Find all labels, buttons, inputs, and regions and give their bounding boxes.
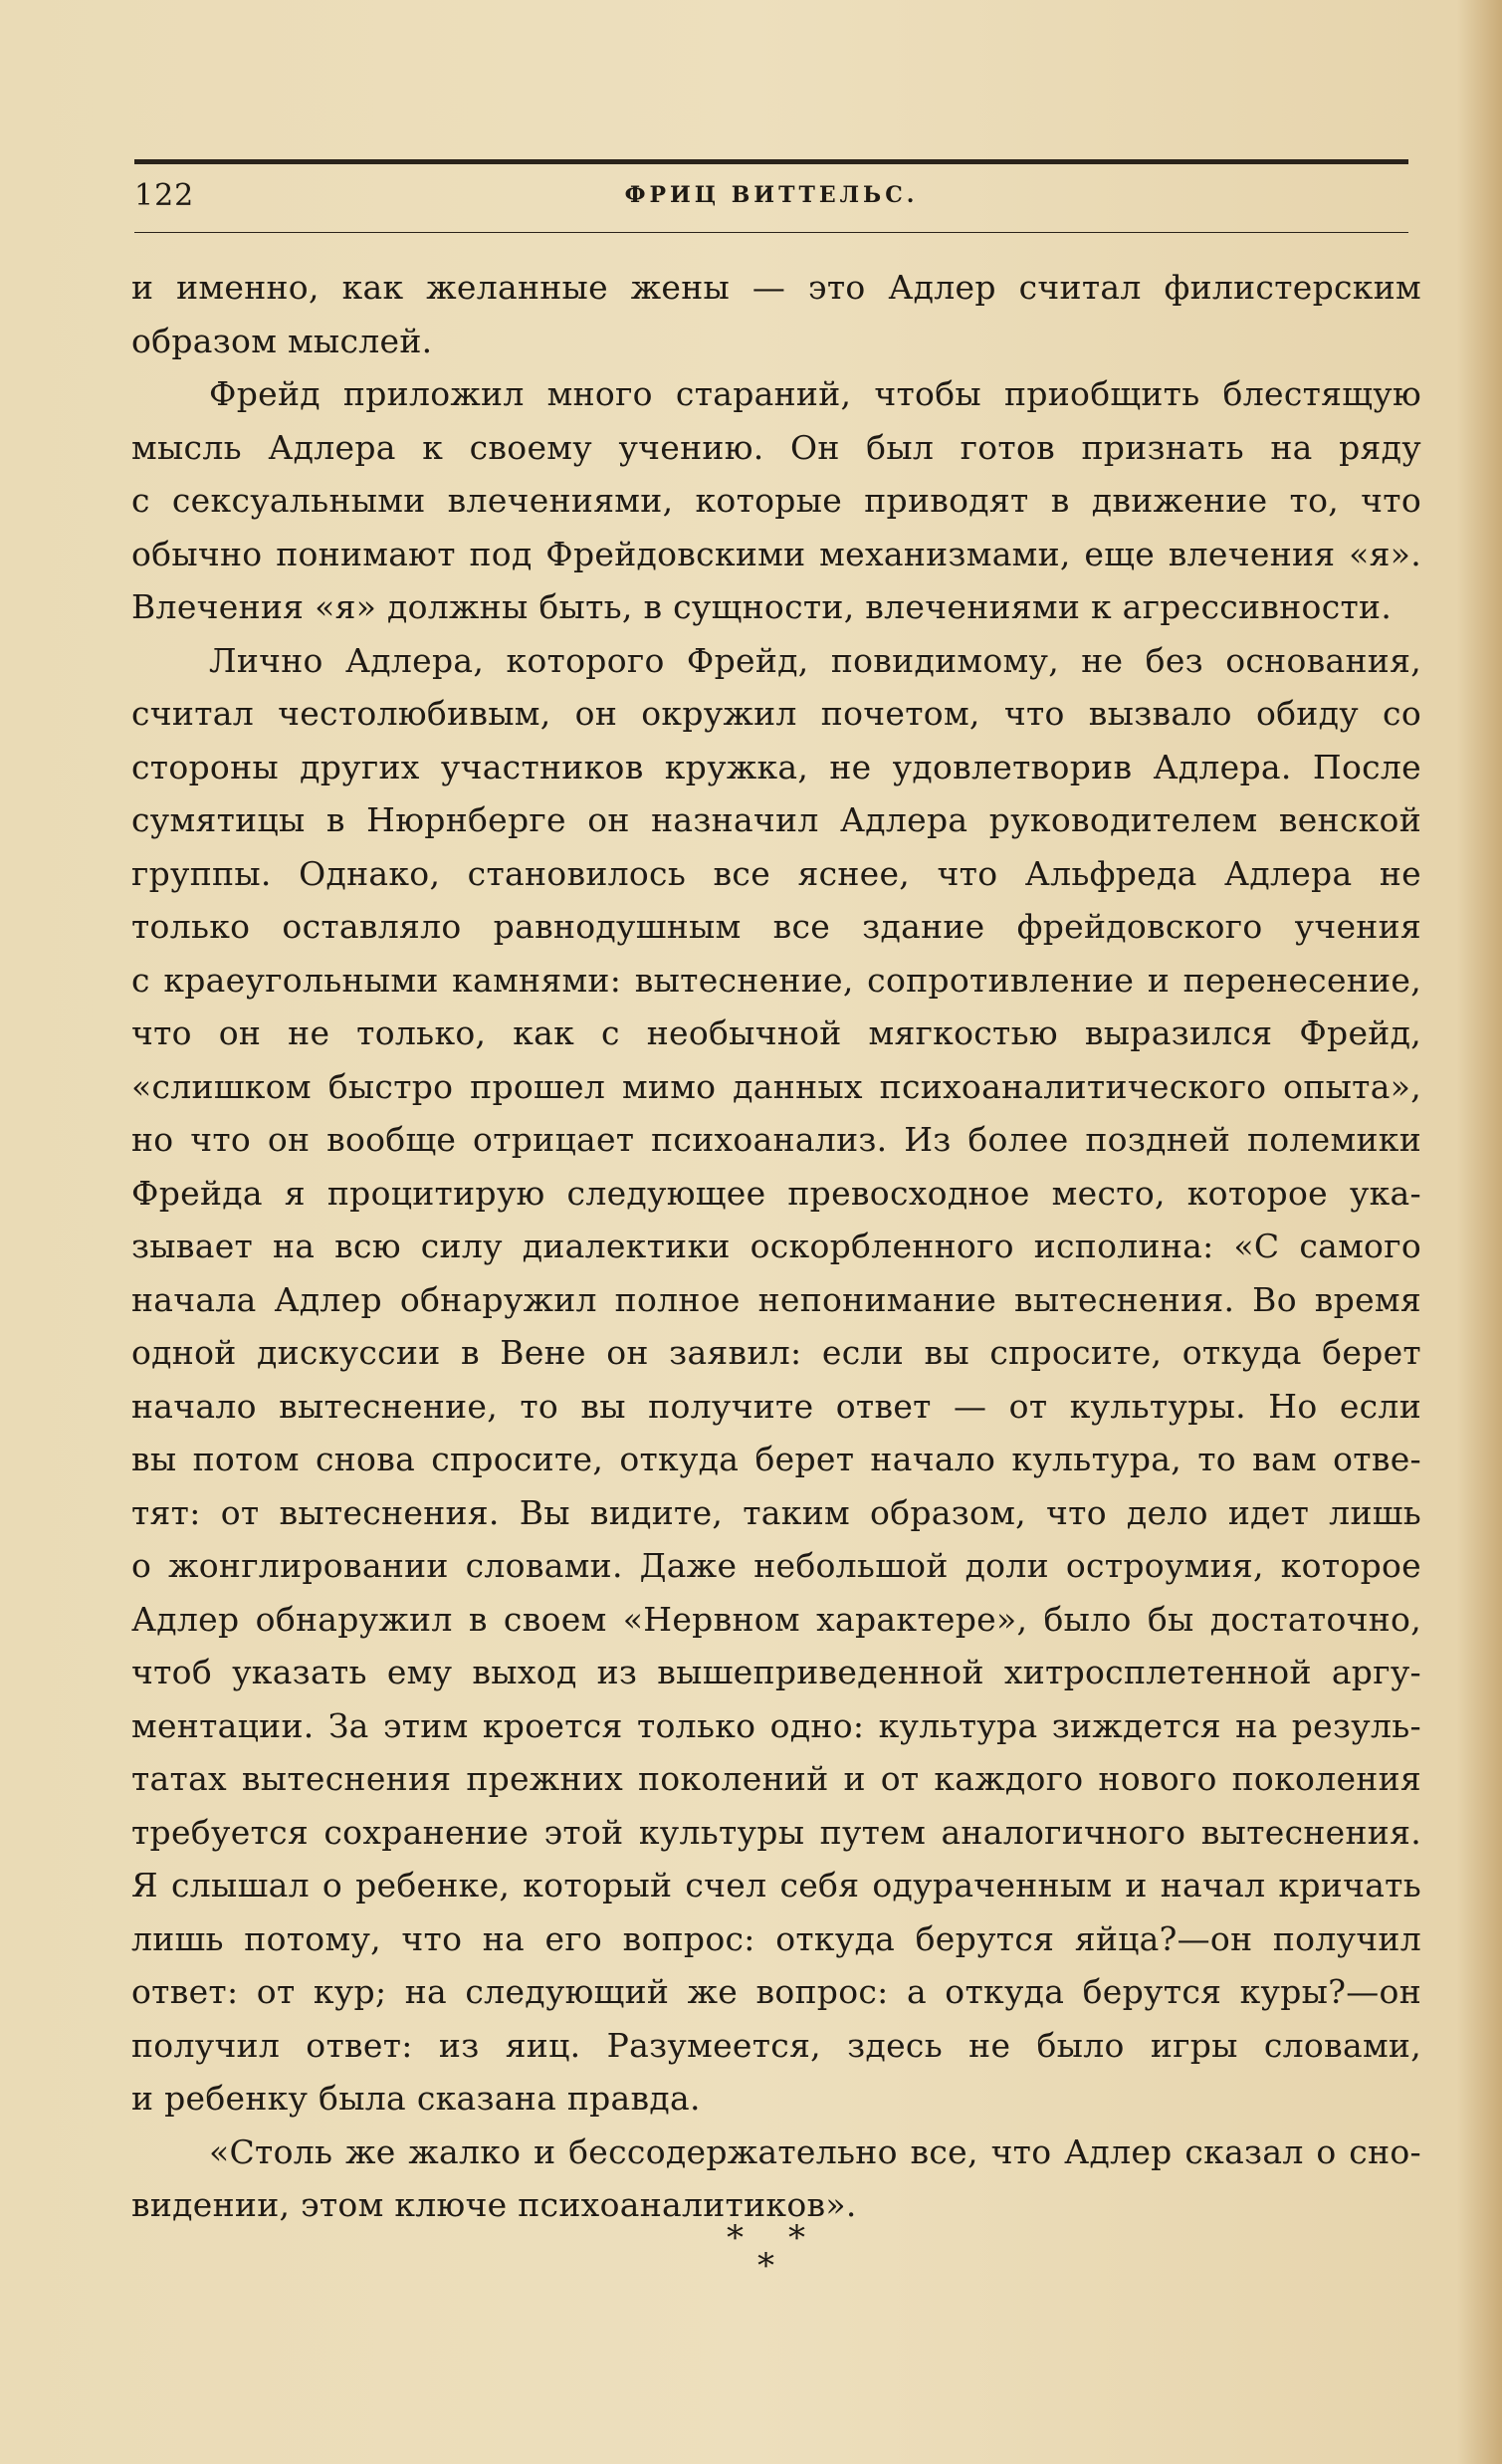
body-text <box>131 261 1421 2232</box>
text-line: о жонглировании словами. Даже небольшой доли остроумия, которое <box>131 1546 1421 1585</box>
text-line: и именно, как желанные жены — это Адлер считал филистерским <box>131 268 1421 307</box>
text-line: Фрейд приложил много стараний, чтобы приобщить блестящую <box>209 374 1421 413</box>
text-line: считал честолюбивым, он окружил почетом, что вызвало обиду со <box>131 694 1421 733</box>
text-line: видении, этом ключе психоаналитиков». <box>131 2185 857 2224</box>
text-line: группы. Однако, становилось все яснее, что Альфреда Адлера не <box>131 853 1421 893</box>
text-line: только оставляло равнодушным все здание фрейдовского учения <box>131 907 1421 946</box>
text-line: зывает на всю силу диалектики оскорбленного исполина: «С самого <box>131 1227 1421 1265</box>
text-line: обычно понимают под Фрейдовскими механизмами, еще влечения «я». <box>131 534 1421 573</box>
text-line: ментации. За этим кроется только одно: культура зиждется на резуль- <box>131 1705 1421 1745</box>
text-line: сумятицы в Нюрнберге он назначил Адлера руководителем венской <box>131 800 1421 839</box>
text-line: но что он вообще отрицает психоанализ. Из более поздней полемики <box>131 1120 1421 1159</box>
text-line: Я слышал о ребенке, который счел себя одураченным и начал кричать <box>131 1866 1421 1904</box>
text-line: «слишком быстро прошел мимо данных психоаналитического опыта», <box>131 1066 1421 1106</box>
section-break-dinkus <box>727 2218 826 2288</box>
text-line: с сексуальными влечениями, которые приводят в движение то, что <box>131 481 1421 520</box>
text-line: одной дискуссии в Вене он заявил: если вы спросите, откуда берет <box>131 1333 1421 1372</box>
text-line: чтоб указать ему выход из вышеприведенной хитросплетенной аргу- <box>131 1653 1421 1691</box>
text-line: и ребенку была сказана правда. <box>131 2079 701 2118</box>
text-line: Лично Адлера, которого Фрейд, повидимому, не без основания, <box>209 640 1421 680</box>
text-line: ответ: от кур; на следующий же вопрос: а откуда берутся куры?—он <box>131 1972 1421 2011</box>
page-header <box>134 159 1408 233</box>
text-line: «Столь же жалко и бессодержательно все, что Адлер сказал о сно- <box>209 2131 1421 2171</box>
text-line: получил ответ: из яиц. Разумеется, здесь не было игры словами, <box>131 2025 1421 2065</box>
text-line: вы потом снова спросите, откуда берет начало культура, то вам отве- <box>131 1440 1421 1478</box>
dinkus-star: * <box>788 2218 805 2258</box>
text-line: Фрейда я процитирую следующее превосходное место, которое ука- <box>131 1173 1421 1213</box>
text-line: начала Адлер обнаружил полное непонимание вытеснения. Во время <box>131 1279 1421 1319</box>
page-number: 122 <box>134 178 195 213</box>
text-line: с краеугольными камнями: вытеснение, сопротивление и перенесение, <box>131 960 1421 1000</box>
text-line: требуется сохранение этой культуры путем аналогичного вытеснения. <box>131 1812 1421 1852</box>
text-line: мысль Адлера к своему учению. Он был готов признать на ряду <box>131 427 1421 467</box>
text-line: тят: от вытеснения. Вы видите, таким образом, что дело идет лишь <box>131 1492 1421 1532</box>
text-line: татах вытеснения прежних поколений и от каждого нового поколения <box>131 1759 1421 1798</box>
text-line: Влечения «я» должны быть, в сущности, влечениями к агрессивности. <box>131 587 1393 626</box>
running-head: ФРИЦ ВИТТЕЛЬС. <box>624 182 919 208</box>
dinkus-star: * <box>757 2246 774 2286</box>
text-line: стороны других участников кружка, не удовлетворив Адлера. После <box>131 747 1421 786</box>
text-line: что он не только, как с необычной мягкостью выразился Фрейд, <box>131 1013 1421 1052</box>
text-line: начало вытеснение, то вы получите ответ — от культуры. Но если <box>131 1386 1421 1426</box>
dinkus-star: * <box>727 2218 744 2258</box>
text-line: Адлер обнаружил в своем «Нервном характере», было бы достаточно, <box>131 1599 1421 1639</box>
text-line: лишь потому, что на его вопрос: откуда берутся яйца?—он получил <box>131 1918 1421 1958</box>
text-line: образом мыслей. <box>131 321 433 360</box>
